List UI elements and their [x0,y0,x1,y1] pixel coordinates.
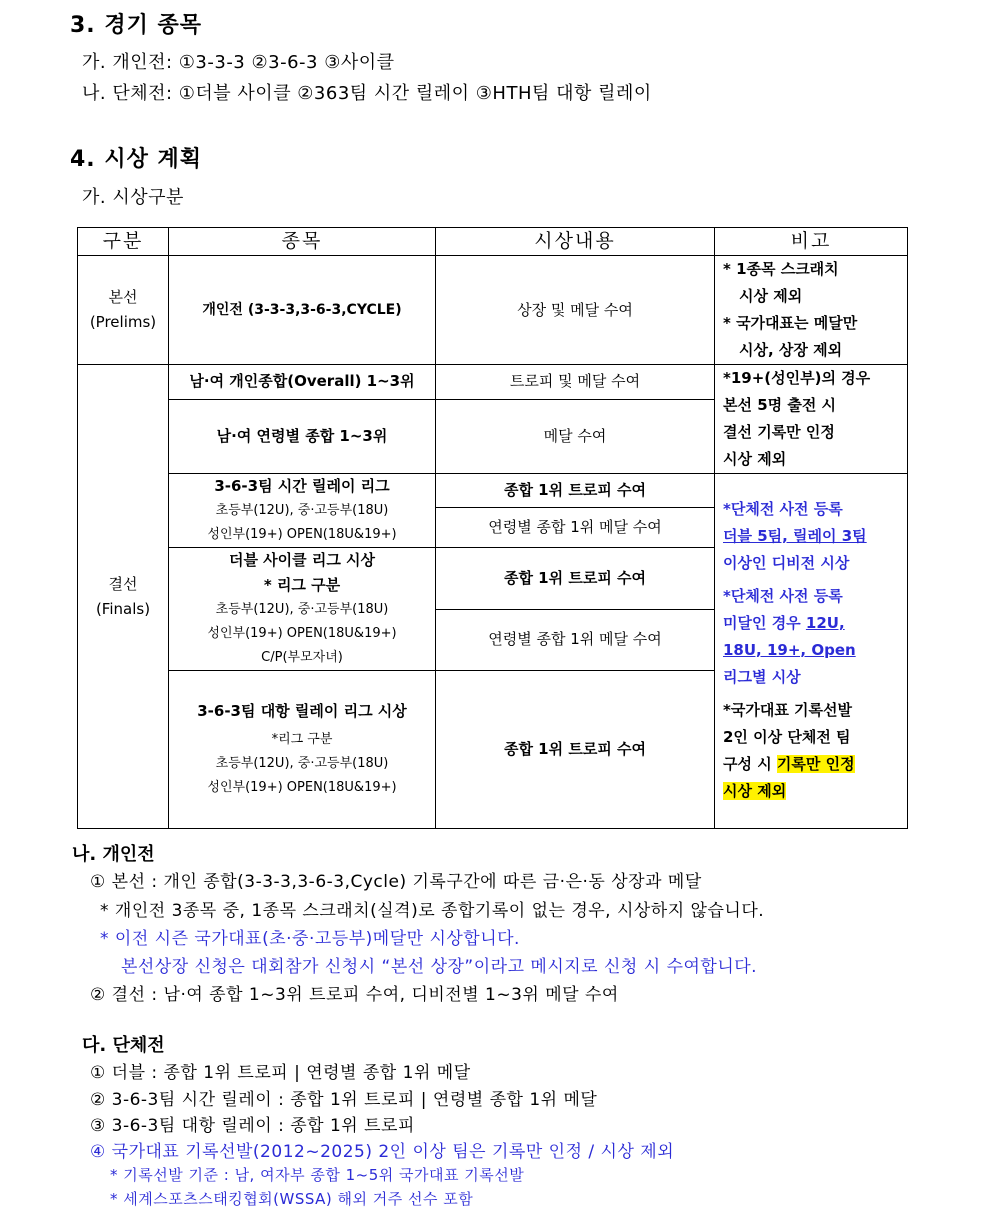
header-award: 시상내용 [436,228,715,256]
relay-award-2: 연령별 종합 1위 메달 수여 [436,507,715,547]
individual-line-1: ① 본선 : 개인 종합(3-3-3,3-6-3,Cycle) 기록구간에 따른 금·은·동 상장과 메달 [90,872,702,892]
table-header-row [78,228,908,256]
prelims-division [78,256,169,365]
sec4-subtitle: 가. 시상구분 [82,187,184,208]
table-row-prelims [78,256,908,365]
individual-line-4: 본선상장 신청은 대회참가 신청시 “본선 상장”이라고 메시지로 신청 시 수여합니다. [121,957,758,977]
hth-award: 종합 1위 트로피 수여 [436,671,715,829]
prelims-div-ko: 본선 [108,288,138,306]
table-row-relay-1 [78,474,908,508]
team-line-1: ① 더블 : 종합 1위 트로피 | 연령별 종합 1위 메달 [90,1063,471,1083]
relay-event: 3-6-3팀 시간 릴레이 리그 초등부(12U), 중·고등부(18U) 성인부(19+) OPEN(18U&19+) [169,474,436,548]
double-award-2: 연령별 종합 1위 메달 수여 [436,609,715,671]
finals-age-award: 메달 수여 [436,399,715,473]
sec3-team-line: 나. 단체전: ①더블 사이클 ②363팀 시간 릴레이 ③HTH팀 대항 릴레이 [82,83,652,104]
finals-overall-award: 트로피 및 메달 수여 [436,365,715,400]
prelims-event: 개인전 (3-3-3,3-6-3,CYCLE) [169,256,436,365]
individual-line-5: ② 결선 : 남·여 종합 1~3위 트로피 수여, 디비전별 1~3위 메달 수여 [90,985,619,1005]
section3-title: 3. 경기 종목 [70,13,202,38]
section4-title: 4. 시상 계획 [70,147,202,172]
finals-division: 결선 (Finals) [78,365,169,829]
finals-note-b: *단체전 사전 등록 더블 5팀, 릴레이 3팀 이상인 디비전 시상 *단체전 사전 등록 미달인 경우 12U, 18U, 19+, Open 리그별 시상 *국가대표 기록선발 2인 이상 단체전 팀 구성 시 기록만 인정 시상 제외 [715,474,908,829]
team-line-6: * 세계스포츠스태킹협회(WSSA) 해외 거주 선수 포함 [110,1190,474,1208]
hth-event: 3-6-3팀 대항 릴레이 리그 시상 *리그 구분 초등부(12U), 중·고등부(18U) 성인부(19+) OPEN(18U&19+) [169,671,436,829]
team-line-5: * 기록선발 기준 : 남, 여자부 종합 1~5위 국가대표 기록선발 [110,1166,525,1184]
double-award-1: 종합 1위 트로피 수여 [436,548,715,610]
header-event: 종목 [169,228,436,256]
prelims-div-en: (Prelims) [89,313,157,331]
team-line-3: ③ 3-6-3팀 대항 릴레이 : 종합 1위 트로피 [90,1116,415,1136]
individual-line-3: * 이전 시즌 국가대표(초·중·고등부)메달만 시상합니다. [100,929,520,949]
sec3-individual-line: 가. 개인전: ①3-3-3 ②3-6-3 ③사이클 [82,52,395,73]
individual-title: 나. 개인전 [72,844,155,865]
double-event: 더블 사이클 리그 시상 * 리그 구분 초등부(12U), 중·고등부(18U) 성인부(19+) OPEN(18U&19+) C/P(부모자녀) [169,548,436,671]
team-title: 다. 단체전 [82,1035,165,1056]
award-table [77,227,908,829]
prelims-award: 상장 및 메달 수여 [436,256,715,365]
finals-overall-event: 남·여 개인종합(Overall) 1~3위 [169,365,436,400]
team-line-4: ④ 국가대표 기록선발(2012~2025) 2인 이상 팀은 기록만 인정 / 시상 제외 [90,1142,675,1162]
finals-age-event: 남·여 연령별 종합 1~3위 [169,399,436,473]
prelims-note: * 1종목 스크래치 시상 제외 * 국가대표는 메달만 시상, 상장 제외 [715,256,908,365]
header-remarks: 비고 [715,228,908,256]
finals-note-a: *19+(성인부)의 경우 본선 5명 출전 시 결선 기록만 인정 시상 제외 [715,365,908,474]
team-line-2: ② 3-6-3팀 시간 릴레이 : 종합 1위 트로피 | 연령별 종합 1위 메달 [90,1090,598,1110]
individual-line-2: * 개인전 3종목 중, 1종목 스크래치(실격)로 종합기록이 없는 경우, 시상하지 않습니다. [100,901,765,921]
header-division: 구분 [78,228,169,256]
table-row-finals-overall [78,365,908,400]
relay-award-1: 종합 1위 트로피 수여 [436,474,715,508]
